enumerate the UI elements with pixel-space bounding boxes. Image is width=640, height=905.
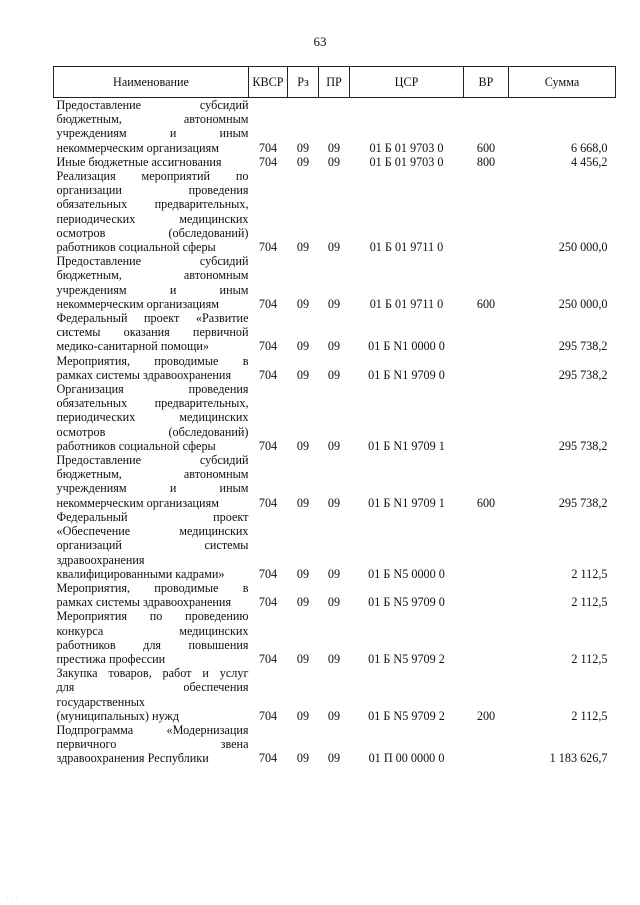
table-header: [54, 67, 616, 98]
row-name-line: Мероприятия, проводимые в: [56, 353, 249, 368]
header-csr: ЦСР: [350, 67, 464, 98]
row-name-line: организаций системы: [56, 538, 249, 553]
row-name-line: рамках системы здравоохранения: [56, 367, 232, 382]
row-name-line: здравоохранения: [56, 552, 145, 567]
cell-rz: 09: [296, 438, 310, 453]
cell-kvsr: 704: [258, 438, 278, 453]
cell-csr: 01 Б N1 0000 0: [368, 339, 445, 354]
table-row: [54, 354, 616, 382]
cell-pr: 09: [327, 438, 341, 453]
row-name-line: учреждениям и иным: [56, 481, 249, 496]
cell-kvsr: 704: [258, 240, 278, 255]
cell-csr: 01 Б 01 9703 0: [369, 140, 444, 155]
cell-csr: 01 Б N1 9709 0: [368, 367, 445, 382]
cell-sum: 250 000,0: [558, 240, 608, 255]
header-name: Наименование: [54, 67, 249, 98]
table-row: [54, 453, 616, 510]
cell-kvsr: 704: [258, 296, 278, 311]
row-name-line: учреждениям и иным: [56, 126, 249, 141]
row-name: [54, 254, 249, 311]
table-row: [54, 382, 616, 453]
cell-vr: [464, 382, 509, 453]
scan-artifact: · · ·: [6, 894, 18, 903]
row-name: [54, 510, 249, 581]
cell-kvsr: 704: [258, 154, 278, 169]
cell-pr: 09: [327, 651, 341, 666]
table-row: [54, 723, 616, 766]
cell-kvsr: 704: [258, 708, 278, 723]
cell-csr: 01 Б 01 9711 0: [369, 296, 444, 311]
row-name: [54, 609, 249, 666]
cell-pr: 09: [327, 367, 341, 382]
row-name-line: престижа профессии: [56, 651, 166, 666]
header-rz: Рз: [288, 67, 319, 98]
row-name-line: здравоохранения Республики: [56, 751, 209, 766]
row-name-line: системы оказания первичной: [56, 325, 249, 340]
row-name: [54, 354, 249, 382]
row-name-line: государственных: [56, 694, 146, 709]
cell-rz: 09: [296, 595, 310, 610]
cell-rz: 09: [296, 566, 310, 581]
row-name-line: некоммерческим организациям: [56, 140, 219, 155]
cell-rz: 09: [296, 651, 310, 666]
row-name: [54, 382, 249, 453]
table-row: [54, 666, 616, 723]
cell-rz: 09: [296, 708, 310, 723]
cell-sum: 4 456,2: [570, 154, 608, 169]
row-name-line: конкурса медицинских: [56, 623, 249, 638]
cell-rz: 09: [296, 240, 310, 255]
cell-pr: 09: [327, 495, 341, 510]
row-name-line: некоммерческим организациям: [56, 296, 219, 311]
row-name-line: Федеральный проект: [56, 509, 249, 524]
cell-vr: 600: [476, 296, 496, 311]
row-name: [54, 98, 249, 155]
header-sum: Сумма: [509, 67, 616, 98]
cell-vr: [464, 510, 509, 581]
budget-table: [53, 66, 616, 766]
row-name: [54, 723, 249, 766]
cell-csr: 01 Б N5 9709 0: [368, 595, 445, 610]
row-name-line: квалифицированными кадрами»: [56, 566, 225, 581]
cell-kvsr: 704: [258, 651, 278, 666]
cell-pr: 09: [327, 296, 341, 311]
table-row: [54, 581, 616, 609]
row-name-line: осмотров (обследований): [56, 424, 249, 439]
row-name-line: Предоставление субсидий: [56, 98, 249, 112]
cell-sum: 295 738,2: [558, 339, 608, 354]
table-row: [54, 510, 616, 581]
row-name-line: рамках системы здравоохранения: [56, 595, 232, 610]
cell-csr: 01 Б 01 9703 0: [369, 154, 444, 169]
row-name-line: бюджетным, автономным: [56, 268, 249, 283]
cell-kvsr: 704: [258, 140, 278, 155]
row-name-line: работников для повышения: [56, 637, 249, 652]
row-name-line: бюджетным, автономным: [56, 467, 249, 482]
cell-kvsr: 704: [258, 339, 278, 354]
row-name-line: обязательных предварительных,: [56, 197, 249, 212]
cell-sum: 6 668,0: [570, 140, 608, 155]
cell-csr: 01 Б N1 9709 1: [368, 438, 445, 453]
header-pr: ПР: [319, 67, 350, 98]
cell-pr: 09: [327, 566, 341, 581]
cell-pr: 09: [327, 154, 341, 169]
row-name-line: работников социальной сферы: [56, 438, 216, 453]
cell-csr: 01 Б N5 0000 0: [368, 566, 445, 581]
cell-sum: 2 112,5: [571, 651, 608, 666]
cell-kvsr: 704: [258, 566, 278, 581]
cell-rz: 09: [296, 367, 310, 382]
row-name-line: бюджетным, автономным: [56, 112, 249, 127]
table-body: [54, 98, 616, 766]
cell-kvsr: 704: [258, 367, 278, 382]
cell-pr: 09: [327, 240, 341, 255]
row-name-line: медико-санитарной помощи»: [56, 339, 210, 354]
cell-vr: 800: [476, 154, 496, 169]
table-row: [54, 254, 616, 311]
row-name: [54, 453, 249, 510]
cell-rz: 09: [296, 495, 310, 510]
cell-vr: [464, 169, 509, 254]
cell-pr: 09: [327, 140, 341, 155]
cell-sum: 1 183 626,7: [549, 751, 608, 766]
cell-csr: 01 Б N5 9709 2: [368, 651, 445, 666]
row-name-line: Закупка товаров, работ и услуг: [56, 666, 249, 681]
row-name-line: Предоставление субсидий: [56, 254, 249, 269]
cell-rz: 09: [296, 296, 310, 311]
row-name-line: Иные бюджетные ассигнования: [56, 154, 222, 169]
cell-vr: 600: [476, 140, 496, 155]
row-name-line: работников социальной сферы: [56, 240, 216, 255]
row-name-line: Федеральный проект «Развитие: [56, 311, 249, 326]
row-name: [54, 155, 249, 169]
cell-rz: 09: [296, 751, 310, 766]
cell-sum: 250 000,0: [558, 296, 608, 311]
cell-vr: 200: [476, 708, 496, 723]
cell-pr: 09: [327, 339, 341, 354]
cell-sum: 2 112,5: [571, 708, 608, 723]
cell-pr: 09: [327, 595, 341, 610]
cell-csr: 01 Б N5 9709 2: [368, 708, 445, 723]
row-name-line: первичного звена: [56, 737, 249, 752]
cell-vr: [464, 581, 509, 609]
table-row: [54, 609, 616, 666]
cell-vr: [464, 311, 509, 354]
row-name-line: некоммерческим организациям: [56, 495, 219, 510]
row-name-line: организации проведения: [56, 183, 249, 198]
row-name-line: Организация проведения: [56, 382, 249, 397]
cell-vr: [464, 609, 509, 666]
cell-pr: 09: [327, 708, 341, 723]
cell-rz: 09: [296, 339, 310, 354]
cell-kvsr: 704: [258, 595, 278, 610]
row-name: [54, 581, 249, 609]
row-name-line: периодических медицинских: [56, 211, 249, 226]
table-row: [54, 311, 616, 354]
row-name-line: Реализация мероприятий по: [56, 169, 249, 184]
row-name-line: Мероприятия по проведению: [56, 609, 249, 624]
page-number: 63: [313, 34, 327, 49]
cell-vr: [464, 723, 509, 766]
cell-vr: 600: [476, 495, 496, 510]
cell-rz: 09: [296, 154, 310, 169]
cell-vr: [464, 354, 509, 382]
cell-rz: 09: [296, 140, 310, 155]
cell-sum: 295 738,2: [558, 367, 608, 382]
cell-sum: 295 738,2: [558, 438, 608, 453]
cell-csr: 01 П 00 0000 0: [368, 751, 445, 766]
row-name-line: для обеспечения: [56, 680, 249, 695]
row-name: [54, 311, 249, 354]
row-name-line: учреждениям и иным: [56, 282, 249, 297]
header-kvsr: КВСР: [249, 67, 288, 98]
header-vr: ВР: [464, 67, 509, 98]
row-name-line: периодических медицинских: [56, 410, 249, 425]
row-name-line: Предоставление субсидий: [56, 453, 249, 468]
row-name-line: Мероприятия, проводимые в: [56, 580, 249, 595]
row-name-line: Подпрограмма «Модернизация: [56, 722, 249, 737]
row-name: [54, 666, 249, 723]
cell-sum: 295 738,2: [558, 495, 608, 510]
table-row: [54, 98, 616, 155]
cell-sum: 2 112,5: [571, 566, 608, 581]
cell-csr: 01 Б N1 9709 1: [368, 495, 445, 510]
row-name-line: обязательных предварительных,: [56, 396, 249, 411]
row-name-line: «Обеспечение медицинских: [56, 524, 249, 539]
cell-pr: 09: [327, 751, 341, 766]
row-name-line: (муниципальных) нужд: [56, 708, 180, 723]
cell-kvsr: 704: [258, 495, 278, 510]
cell-kvsr: 704: [258, 751, 278, 766]
cell-sum: 2 112,5: [571, 595, 608, 610]
table-row: [54, 155, 616, 169]
cell-csr: 01 Б 01 9711 0: [369, 240, 444, 255]
row-name: [54, 169, 249, 254]
row-name-line: осмотров (обследований): [56, 225, 249, 240]
table-row: [54, 169, 616, 254]
